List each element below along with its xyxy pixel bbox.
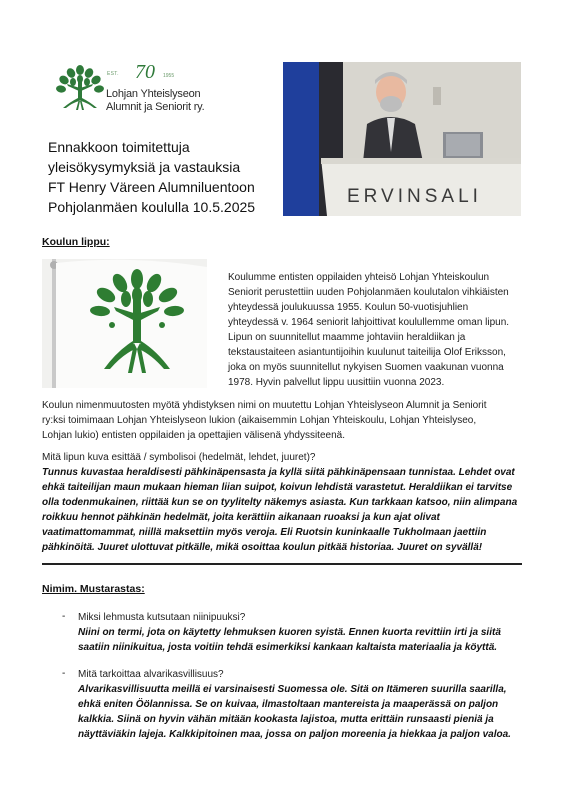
flag-paragraph-line: Koulumme entisten oppilaiden yhteisö Lohjan Yhteiskoulun xyxy=(228,272,490,283)
rename-paragraph xyxy=(42,398,527,443)
intro-line: FT Henry Väreen Alumniluentoon xyxy=(48,179,255,195)
flag-paragraph-line: yhteydessä joulukuussa 1955. Koulun 50-vuotisjuhlien xyxy=(228,302,469,313)
intro-line: yleisökysymyksiä ja vastauksia xyxy=(48,159,241,175)
answer-line: näyttäviäkin lajeja. Kalkkipitoinen maa, jossa on paljon moreenia ja hiekkaa ja paljon valoa. xyxy=(78,729,511,740)
flag-answer-line: Tunnus kuvastaa heraldisesti pähkinäpensasta ja kyllä siitä pähkinäpensaan tunnistaa. Lehdet ovat xyxy=(42,467,515,478)
flag-paragraph-line: tekstaustaiteen asiantuntijoihin kuulunut taiteilija Olof Eriksson, xyxy=(228,347,506,358)
flag-answer-line: roikkuu hennot pähkinän hedelmät, joita kerättiin aikanaan ruoaksi ja kun ajat olivat xyxy=(42,512,440,523)
answer-line: saatiin niinikuitua, josta voitiin tehdä esimerkiksi kankaan kaltaista materiaalia ja köyttä. xyxy=(78,642,498,653)
flag-answer-line: ehkä taiteilijan maun mukaan hieman liian suipot, koivun lehdistä varastetut. Heraldiikan ei tarvitse xyxy=(42,482,513,493)
list-dash: - xyxy=(62,611,66,622)
answer-line: kalkkia. Siinä on hyvin vähän mitään kookasta lajistoa, mutta erittäin runsaasti pieniä ja xyxy=(78,714,494,725)
answer-line: ehkä eniten Öölannissa. Se on kuivaa, ilmastoltaan mantereista ja maaperässä on paljon xyxy=(78,699,499,710)
flag-answer-line: pähkinöitä. Juuret ulottuvat pitkälle, mikä osoittaa koulun pitkää historiaa. Juuret on syvällä! xyxy=(42,542,483,553)
mustarastas-question-1: Miksi lehmusta kutsutaan niinipuuksi? xyxy=(78,612,246,623)
logo-number: 70 xyxy=(135,61,155,83)
banner-text: ERVINSALI xyxy=(347,186,482,207)
lecturer-photo xyxy=(283,62,521,216)
flag-answer-line: vaatimattomammat, niillä maksettiin myös veroja. Eli Ruotsin kuninkaalle Tukholmaan jaettiin xyxy=(42,527,487,538)
logo-tree-icon xyxy=(55,62,105,112)
intro-line: Pohjolanmäen koululla 10.5.2025 xyxy=(48,199,256,215)
rename-line: ry:ksi toimimaan Lohjan Yhteislyseon lukion (aikaisemmin Lohjan Yhteiskoulu, Lohjan Yhteislyseo, xyxy=(42,415,477,426)
flag-question: Mitä lipun kuva esittää / symbolisoi (hedelmät, lehdet, juuret)? xyxy=(42,452,316,463)
rename-line: Koulun nimenmuutosten myötä yhdistyksen nimi on muutettu Lohjan Yhteislyseon Alumnit ja Seniorit xyxy=(42,400,487,411)
logo-year: 1955 xyxy=(163,73,175,79)
flag-paragraph-line: Seniorit perustettiin uuden Pohjolanmäen koulutalon vihkiäisten xyxy=(228,287,509,298)
flag-paragraph-line: yhteydessä v. 1964 seniorit lahjoittivat koulullemme oman lipun. xyxy=(228,317,510,328)
logo-line-2: Alumnit ja Seniorit ry. xyxy=(106,101,205,113)
intro-line: Ennakkoon toimitettuja xyxy=(48,139,190,155)
flag-paragraph xyxy=(228,270,528,390)
flag-answer xyxy=(42,465,527,555)
flag-paragraph-line: joka on myös suunnitellut nykyisen Suomen vaakunan vuonna xyxy=(228,362,504,373)
logo-text xyxy=(103,63,213,123)
flag-paragraph-line: 1978. Hyvin palvellut lippu uusittiin vuonna 2023. xyxy=(228,377,445,388)
mustarastas-heading: Nimim. Mustarastas: xyxy=(42,583,145,595)
mustarastas-question-2: Mitä tarkoittaa alvarikasvillisuus? xyxy=(78,669,224,680)
logo-line-1: Lohjan Yhteislyseon xyxy=(106,88,201,100)
rename-line: Lohjan lukio) entisten oppilaiden ja opettajien välisenä yhdyssiteenä. xyxy=(42,430,345,441)
mustarastas-answer-2 xyxy=(78,682,511,742)
list-dash: - xyxy=(62,668,66,679)
flag-paragraph-line: Lipun on suunnitellut maamme johtaviin heraldiikan ja xyxy=(228,332,466,343)
mustarastas-answer-1 xyxy=(78,625,501,655)
answer-line: Niini on termi, jota on käytetty lehmuksen kuoren syistä. Ennen kuorta revittiin irti ja siitä xyxy=(78,627,501,638)
section-divider xyxy=(42,563,522,565)
flag-image xyxy=(42,259,207,388)
flag-heading: Koulun lippu: xyxy=(42,236,110,248)
intro-title xyxy=(48,137,283,217)
answer-line: Alvarikasvillisuutta meillä ei varsinaisesti Suomessa ole. Sitä on Itämeren suurilla saarilla, xyxy=(78,684,507,695)
flag-answer-line: olla todenmukainen, riittää kun se on tyylitelty näkemys asiasta. Kun tarkkaan katsoo, niin alimpana xyxy=(42,497,518,508)
logo-est: EST. xyxy=(107,71,119,77)
